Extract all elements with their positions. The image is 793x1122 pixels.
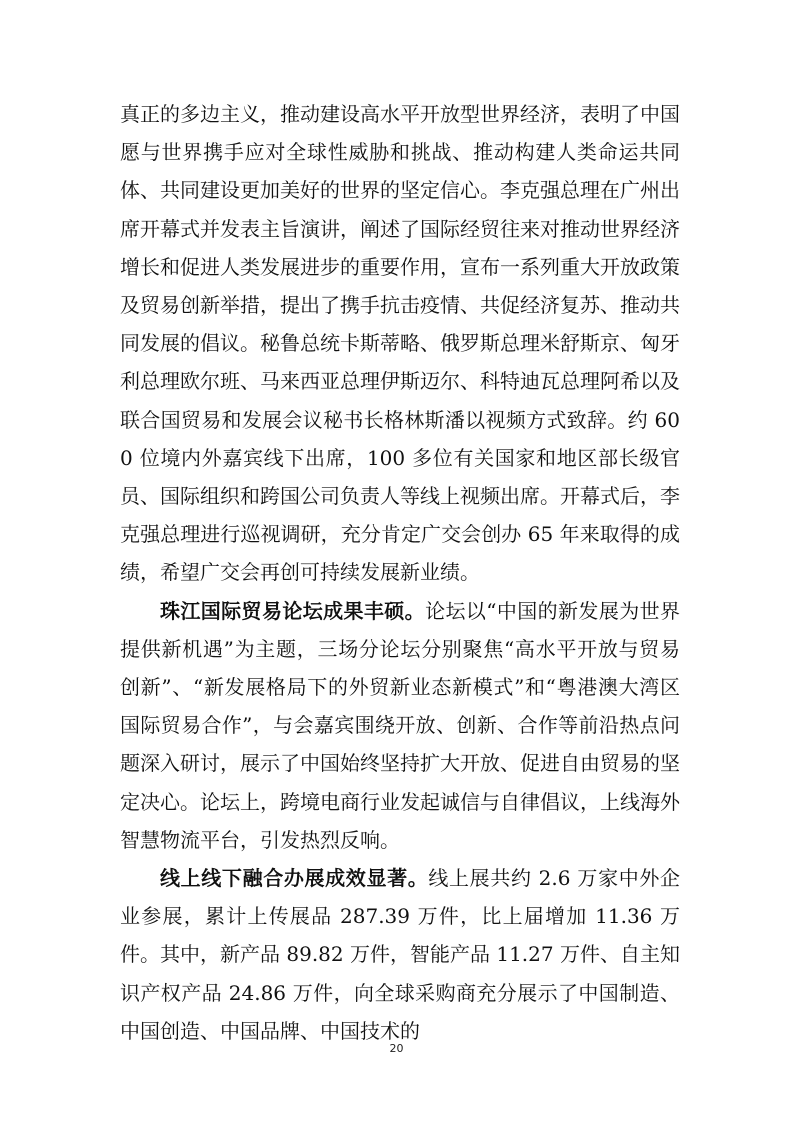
- paragraph-text: 线上展共约 2.6 万家中外企业参展，累计上传展品 287.39 万件，比上届增加 11.36 万件。其中，新产品 89.82 万件，智能产品 11.27 万件、自主知识产权产品 24.86 万件，向全球采购商充分展示了中国制造、中国创造、中国品牌、中国技术的: [120, 866, 681, 1043]
- document-body: [120, 95, 680, 1050]
- paragraph-forum: [120, 592, 680, 859]
- paragraph-text: 论坛以“中国的新发展为世界提供新机遇”为主题，三场分论坛分别聚焦“高水平开放与贸易创新”、“新发展格局下的外贸新业态新模式”和“粤港澳大湾区国际贸易合作”，与会嘉宾围绕开放、创新、合作等前沿热点问题深入研讨，展示了中国始终坚持扩大开放、促进自由贸易的坚定决心。论坛上，跨境电商行业发起诚信与自律倡议，上线海外智慧物流平台，引发热烈反响。: [120, 598, 680, 852]
- paragraph-continuation: [120, 95, 680, 592]
- paragraph-online-offline: [120, 859, 680, 1050]
- paragraph-lead-heading: 珠江国际贸易论坛成果丰硕。: [160, 598, 426, 623]
- paragraph-text: 真正的多边主义，推动建设高水平开放型世界经济，表明了中国愿与世界携手应对全球性威胁和挑战、推动构建人类命运共同体、共同建设更加美好的世界的坚定信心。李克强总理在广州出席开幕式并发表主旨演讲，阐述了国际经贸往来对推动世界经济增长和促进人类发展进步的重要作用，宣布一系列重大开放政策及贸易创新举措，提出了携手抗击疫情、共促经济复苏、推动共同发展的倡议。秘鲁总统卡斯蒂略、俄罗斯总理米舒斯京、匈牙利总理欧尔班、马来西亚总理伊斯迈尔、科特迪瓦总理阿希以及联合国贸易和发展会议秘书长格林斯潘以视频方式致辞。约 600 位境内外嘉宾线下出席，100 多位有关国家和地区部长级官员、国际组织和跨国公司负责人等线上视频出席。开幕式后，李克强总理进行巡视调研，充分肯定广交会创办 65 年来取得的成绩，希望广交会再创可持续发展新业绩。: [120, 102, 680, 585]
- page-number: 20: [389, 1042, 404, 1055]
- paragraph-lead-heading: 线上线下融合办展成效显著。: [160, 866, 429, 891]
